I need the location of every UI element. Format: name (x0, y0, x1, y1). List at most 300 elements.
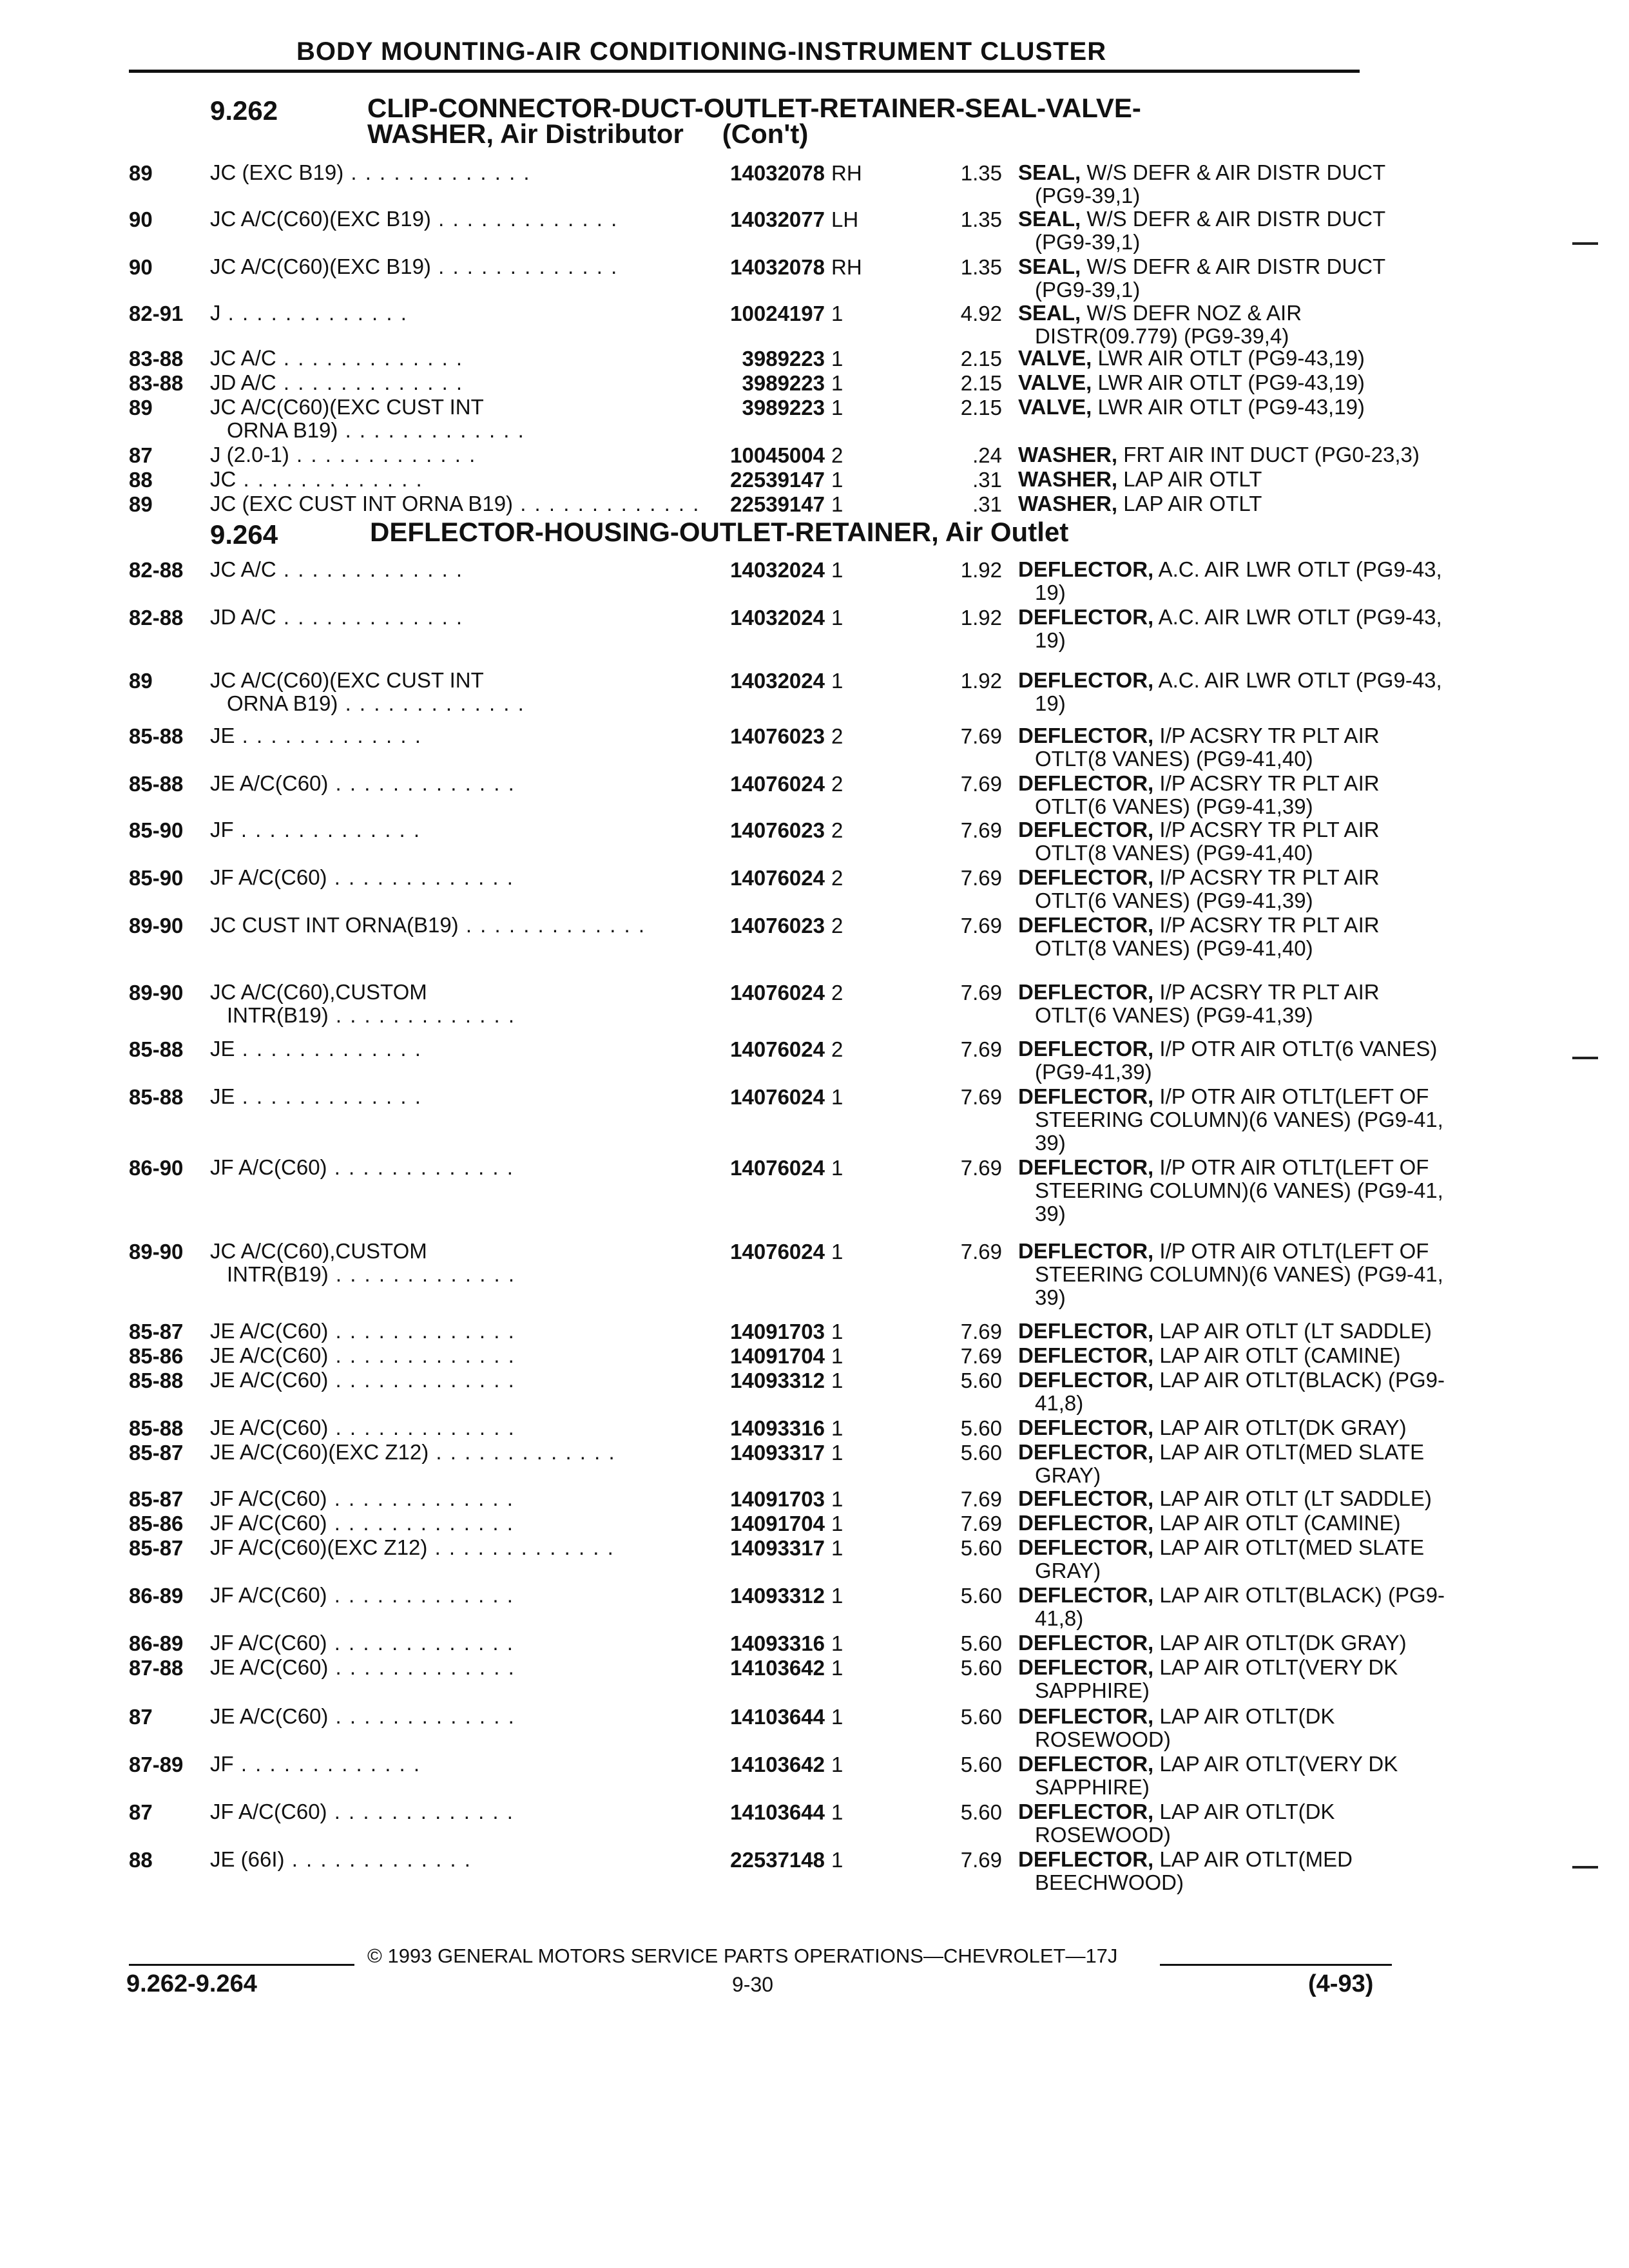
footer-section-range: 9.262-9.264 (126, 1970, 257, 1997)
leader-dots: . . . . . . . . . . . . . (338, 691, 525, 715)
part-number: 14093312 (730, 1369, 825, 1392)
item-detail: LAP AIR OTLT (LT SADDLE) (1159, 1319, 1432, 1343)
leader-dots: . . . . . . . . . . . . . (429, 1440, 616, 1464)
leader-dots: . . . . . . . . . . . . . (327, 1155, 514, 1179)
model-year: 85-86 (129, 1512, 184, 1535)
item-detail: I/P ACSRY TR PLT AIR (1159, 980, 1380, 1004)
part-number: 14093317 (730, 1441, 825, 1465)
model-year: 85-87 (129, 1487, 184, 1511)
model-year: 87 (129, 1800, 153, 1824)
part-number: 14103644 (730, 1800, 825, 1824)
price: 7.69 (960, 724, 1002, 748)
price: 7.69 (960, 914, 1002, 937)
price: 5.60 (960, 1584, 1002, 1608)
item-detail: W/S DEFR & AIR DISTR DUCT (1086, 255, 1386, 278)
part-number: 14032024 (730, 606, 825, 629)
model-year: 85-87 (129, 1536, 184, 1560)
item-description (1018, 347, 1508, 370)
quantity: 1 (831, 371, 843, 395)
model-year: 88 (129, 468, 153, 492)
model-year: 87-88 (129, 1656, 184, 1680)
application-text: JE A/C(C60) (210, 1343, 329, 1367)
item-detail-line2: GRAY) (1035, 1463, 1101, 1487)
part-number: 3989223 (742, 347, 825, 370)
quantity: RH (831, 255, 862, 279)
price: 1.92 (960, 669, 1002, 693)
item-name: SEAL, (1018, 160, 1081, 184)
item-detail-line3: 39) (1035, 1131, 1066, 1155)
item-description (1018, 1631, 1508, 1655)
leader-dots: . . . . . . . . . . . . . (328, 771, 516, 795)
item-detail: LAP AIR OTLT (CAMINE) (1159, 1511, 1401, 1535)
leader-dots: . . . . . . . . . . . . . (220, 301, 408, 325)
footer-page-number: 9-30 (732, 1973, 774, 1996)
item-detail: I/P OTR AIR OTLT(LEFT OF (1159, 1084, 1429, 1108)
item-detail-line2: 19) (1035, 628, 1066, 652)
price: 5.60 (960, 1705, 1002, 1729)
item-description (1018, 1240, 1508, 1309)
leader-dots: . . . . . . . . . . . . . (328, 1655, 516, 1679)
parts-row (129, 1848, 1392, 1893)
item-description (1018, 1848, 1508, 1894)
quantity: 2 (831, 1037, 843, 1061)
model-year: 85-88 (129, 1037, 184, 1061)
price: 2.15 (960, 371, 1002, 395)
item-detail: I/P ACSRY TR PLT AIR (1159, 771, 1380, 795)
item-detail-line2: STEERING COLUMN)(6 VANES) (PG9-41, (1035, 1108, 1443, 1131)
price: 5.60 (960, 1369, 1002, 1392)
quantity: 1 (831, 1848, 843, 1872)
leader-dots: . . . . . . . . . . . . . (233, 818, 421, 841)
price: 5.60 (960, 1631, 1002, 1655)
parts-row (129, 1239, 1443, 1309)
item-name: DEFLECTOR, (1018, 865, 1154, 889)
page-header: BODY MOUNTING-AIR CONDITIONING-INSTRUMENT CLUSTER (296, 37, 1107, 66)
item-detail-line2: STEERING COLUMN)(6 VANES) (PG9-41, (1035, 1262, 1443, 1286)
application-text: JC A/C(C60)(EXC CUST INT (210, 395, 484, 419)
application-text: JE (210, 1037, 235, 1061)
price: 5.60 (960, 1800, 1002, 1824)
part-number: 14032078 (730, 255, 825, 279)
price: 1.35 (960, 255, 1002, 279)
section-number: 9.264 (210, 519, 278, 550)
parts-row (129, 557, 1442, 604)
part-number: 22539147 (730, 468, 825, 492)
application-text: JF A/C(C60) (210, 1511, 327, 1535)
item-detail-line2: OTLT(8 VANES) (PG9-41,40) (1035, 747, 1313, 771)
item-detail: A.C. AIR LWR OTLT (PG9-43, (1158, 605, 1442, 629)
application-text-line2: INTR(B19) . . . . . . . . . . . . . (227, 1003, 516, 1027)
price: 7.69 (960, 772, 1002, 796)
quantity: 1 (831, 492, 843, 516)
application-text: JE A/C(C60) (210, 1655, 329, 1679)
quantity: 1 (831, 1536, 843, 1560)
item-name: DEFLECTOR, (1018, 1583, 1154, 1607)
quantity: 1 (831, 1441, 843, 1465)
price: 7.69 (960, 1320, 1002, 1343)
model-year: 86-90 (129, 1156, 184, 1180)
item-detail-line2: ROSEWOOD) (1035, 1823, 1171, 1847)
item-name: DEFLECTOR, (1018, 724, 1154, 747)
item-detail-line2: OTLT(6 VANES) (PG9-41,39) (1035, 889, 1313, 912)
model-year: 86-89 (129, 1584, 184, 1608)
item-name: DEFLECTOR, (1018, 1704, 1154, 1728)
parts-row (129, 866, 1392, 911)
part-number: 14103644 (730, 1705, 825, 1729)
price: 1.35 (960, 161, 1002, 185)
item-name: DEFLECTOR, (1018, 605, 1154, 629)
part-number: 14076024 (730, 1037, 825, 1061)
price: 7.69 (960, 1344, 1002, 1368)
price: 4.92 (960, 302, 1002, 325)
quantity: 2 (831, 724, 843, 748)
section-number: 9.262 (210, 95, 278, 126)
item-detail-line3: 39) (1035, 1285, 1066, 1309)
item-detail: I/P OTR AIR OTLT(LEFT OF (1159, 1155, 1429, 1179)
leader-dots: . . . . . . . . . . . . . (327, 1583, 514, 1607)
item-detail: I/P ACSRY TR PLT AIR (1159, 818, 1380, 841)
item-description (1018, 1416, 1508, 1439)
item-description (1018, 1800, 1508, 1847)
parts-row (129, 1440, 1425, 1487)
item-detail-line2: OTLT(6 VANES) (PG9-41,39) (1035, 1003, 1313, 1027)
model-year: 85-88 (129, 724, 184, 748)
section-title-suffix: (Con't) (722, 119, 809, 149)
model-year: 89 (129, 396, 153, 419)
item-name: DEFLECTOR, (1018, 1343, 1154, 1367)
part-number: 14091704 (730, 1344, 825, 1368)
item-detail: LAP AIR OTLT (CAMINE) (1159, 1343, 1401, 1367)
footer-rule-left (129, 1964, 354, 1966)
leader-dots: . . . . . . . . . . . . . (343, 160, 531, 184)
price: 7.69 (960, 866, 1002, 890)
item-name: DEFLECTOR, (1018, 557, 1154, 581)
item-description (1018, 558, 1508, 604)
quantity: 1 (831, 1369, 843, 1392)
item-description (1018, 1536, 1508, 1582)
item-detail: LAP AIR OTLT(DK GRAY) (1159, 1416, 1407, 1439)
price: 5.60 (960, 1753, 1002, 1776)
application-text: JC A/C(C60),CUSTOM (210, 980, 427, 1004)
item-detail-line2: BEECHWOOD) (1035, 1870, 1184, 1894)
application-text: JC CUST INT ORNA(B19) (210, 913, 459, 937)
price: 5.60 (960, 1656, 1002, 1680)
item-detail: LAP AIR OTLT (1123, 467, 1262, 491)
model-year: 87 (129, 1705, 153, 1729)
quantity: 1 (831, 1156, 843, 1180)
quantity: 1 (831, 1800, 843, 1824)
model-year: 82-88 (129, 558, 184, 582)
quantity: 1 (831, 1416, 843, 1440)
price: 5.60 (960, 1441, 1002, 1465)
section-title-line2: WASHER, Air Distributor (367, 119, 684, 149)
item-description (1018, 1512, 1508, 1535)
parts-row (129, 818, 1392, 863)
price: 1.92 (960, 606, 1002, 629)
item-description (1018, 981, 1508, 1027)
item-name: DEFLECTOR, (1018, 1800, 1154, 1823)
item-description (1018, 1037, 1508, 1084)
item-detail-line2: 19) (1035, 691, 1066, 715)
part-number: 14093316 (730, 1416, 825, 1440)
part-number: 3989223 (742, 371, 825, 395)
leader-dots: . . . . . . . . . . . . . (327, 1631, 514, 1655)
item-detail: I/P OTR AIR OTLT(6 VANES) (1159, 1037, 1438, 1061)
quantity: 1 (831, 302, 843, 325)
item-description (1018, 396, 1508, 419)
item-description (1018, 1085, 1508, 1155)
model-year: 90 (129, 255, 153, 279)
parts-row (129, 1655, 1398, 1702)
quantity: 1 (831, 1240, 843, 1264)
application-text: JC A/C(C60)(EXC B19) (210, 255, 431, 278)
part-number: 14091703 (730, 1320, 825, 1343)
item-detail: LAP AIR OTLT(VERY DK (1159, 1752, 1398, 1776)
item-detail: LAP AIR OTLT(MED SLATE (1159, 1440, 1425, 1464)
item-detail-line2: GRAY) (1035, 1559, 1101, 1582)
application-text: JC A/C(C60)(EXC CUST INT (210, 668, 484, 692)
price: 7.69 (960, 1156, 1002, 1180)
item-description (1018, 1369, 1508, 1415)
quantity: 1 (831, 1085, 843, 1109)
model-year: 85-90 (129, 866, 184, 890)
parts-row (129, 772, 1392, 817)
margin-mark (1572, 1057, 1598, 1059)
item-name: DEFLECTOR, (1018, 1037, 1154, 1061)
application-text: JF A/C(C60) (210, 1583, 327, 1607)
item-name: WASHER, (1018, 443, 1118, 466)
model-year: 85-87 (129, 1320, 184, 1343)
item-detail: I/P ACSRY TR PLT AIR (1159, 865, 1380, 889)
item-detail: I/P ACSRY TR PLT AIR (1159, 913, 1380, 937)
leader-dots: . . . . . . . . . . . . . (233, 1752, 421, 1776)
item-description (1018, 606, 1508, 652)
item-detail-line3: 39) (1035, 1202, 1066, 1225)
price: 5.60 (960, 1536, 1002, 1560)
leader-dots: . . . . . . . . . . . . . (235, 1037, 422, 1061)
application-text-line2: INTR(B19) . . . . . . . . . . . . . (227, 1262, 516, 1286)
item-detail-line2: OTLT(8 VANES) (PG9-41,40) (1035, 936, 1313, 960)
parts-row (129, 1800, 1392, 1845)
item-name: DEFLECTOR, (1018, 1535, 1154, 1559)
leader-dots: . . . . . . . . . . . . . (235, 724, 422, 747)
item-detail: LAP AIR OTLT(DK (1159, 1800, 1335, 1823)
parts-row (129, 668, 1442, 715)
application-text: JE A/C(C60)(EXC Z12) (210, 1440, 429, 1464)
parts-row (129, 1084, 1443, 1155)
item-description (1018, 468, 1508, 491)
quantity: RH (831, 161, 862, 185)
price: 7.69 (960, 1037, 1002, 1061)
item-detail-line2: (PG9-41,39) (1035, 1060, 1152, 1084)
footer-date: (4-93) (1308, 1970, 1374, 1997)
leader-dots: . . . . . . . . . . . . . (327, 1800, 514, 1823)
part-number: 14091703 (730, 1487, 825, 1511)
model-year: 86-89 (129, 1631, 184, 1655)
item-name: DEFLECTOR, (1018, 1847, 1154, 1871)
part-number: 14076023 (730, 724, 825, 748)
item-name: SEAL, (1018, 207, 1081, 231)
application-text: JE (66I) (210, 1847, 285, 1871)
part-number: 14076024 (730, 1085, 825, 1109)
price: 1.35 (960, 207, 1002, 231)
model-year: 85-86 (129, 1344, 184, 1368)
footer-rule-right (1160, 1964, 1392, 1966)
item-detail-line2: 41,8) (1035, 1391, 1084, 1415)
model-year: 89 (129, 669, 153, 693)
item-detail: FRT AIR INT DUCT (PG0-23,3) (1123, 443, 1420, 466)
item-detail-line2: (PG9-39,1) (1035, 230, 1141, 254)
quantity: 1 (831, 468, 843, 492)
item-detail: LAP AIR OTLT(DK (1159, 1704, 1335, 1728)
application-text: J (210, 301, 221, 325)
item-description (1018, 492, 1508, 515)
part-number: 14093312 (730, 1584, 825, 1608)
quantity: 1 (831, 606, 843, 629)
parts-row (129, 605, 1442, 652)
quantity: 1 (831, 558, 843, 582)
item-name: VALVE, (1018, 370, 1092, 394)
item-name: DEFLECTOR, (1018, 818, 1154, 841)
model-year: 85-88 (129, 1085, 184, 1109)
application-text: JE A/C(C60) (210, 1319, 329, 1343)
part-number: 14076024 (730, 1240, 825, 1264)
quantity: 1 (831, 1344, 843, 1368)
model-year: 83-88 (129, 371, 184, 395)
item-description (1018, 866, 1508, 912)
parts-row (129, 207, 1392, 253)
item-name: VALVE, (1018, 395, 1092, 419)
quantity: 2 (831, 818, 843, 842)
part-number: 10045004 (730, 443, 825, 467)
price: 7.69 (960, 818, 1002, 842)
item-name: WASHER, (1018, 467, 1118, 491)
part-number: 22539147 (730, 492, 825, 516)
application-text: J (2.0-1) (210, 443, 289, 466)
leader-dots: . . . . . . . . . . . . . (427, 1535, 615, 1559)
leader-dots: . . . . . . . . . . . . . (328, 1343, 516, 1367)
item-detail: LAP AIR OTLT(MED SLATE (1159, 1535, 1425, 1559)
leader-dots: . . . . . . . . . . . . . (328, 1262, 516, 1286)
item-name: DEFLECTOR, (1018, 1486, 1154, 1510)
leader-dots: . . . . . . . . . . . . . (327, 865, 514, 889)
application-text: JF (210, 818, 234, 841)
model-year: 85-90 (129, 818, 184, 842)
parts-row (129, 1752, 1398, 1799)
price: 7.69 (960, 1512, 1002, 1535)
model-year: 85-88 (129, 772, 184, 796)
item-name: SEAL, (1018, 255, 1081, 278)
model-year: 85-88 (129, 1416, 184, 1440)
leader-dots: . . . . . . . . . . . . . (328, 1003, 516, 1027)
model-year: 87-89 (129, 1753, 184, 1776)
item-name: DEFLECTOR, (1018, 1511, 1154, 1535)
application-text: JC A/C (210, 557, 276, 581)
leader-dots: . . . . . . . . . . . . . (513, 492, 700, 515)
part-number: 14076024 (730, 1156, 825, 1180)
leader-dots: . . . . . . . . . . . . . (328, 1368, 516, 1392)
item-name: DEFLECTOR, (1018, 1319, 1154, 1343)
item-detail-line2: SAPPHIRE) (1035, 1775, 1150, 1799)
item-name: DEFLECTOR, (1018, 1631, 1154, 1655)
quantity: 2 (831, 772, 843, 796)
parts-row (129, 255, 1392, 300)
application-text: JC (EXC CUST INT ORNA B19) (210, 492, 514, 515)
part-number: 10024197 (730, 302, 825, 325)
parts-row (129, 981, 1392, 1026)
item-name: DEFLECTOR, (1018, 1416, 1154, 1439)
application-text: JF A/C(C60) (210, 1800, 327, 1823)
part-number: 14076024 (730, 866, 825, 890)
item-name: DEFLECTOR, (1018, 668, 1154, 692)
leader-dots: . . . . . . . . . . . . . (276, 605, 464, 629)
part-number: 3989223 (742, 396, 825, 419)
model-year: 90 (129, 207, 153, 231)
item-name: VALVE, (1018, 346, 1092, 370)
parts-row (129, 724, 1392, 769)
item-detail: LAP AIR OTLT(VERY DK (1159, 1655, 1398, 1679)
item-detail: W/S DEFR NOZ & AIR (1086, 301, 1302, 325)
item-description (1018, 914, 1508, 960)
price: 7.69 (960, 1240, 1002, 1264)
item-description (1018, 724, 1508, 771)
price: 7.69 (960, 1085, 1002, 1109)
section-title-line1: DEFLECTOR-HOUSING-OUTLET-RETAINER, Air Outlet (370, 517, 1069, 547)
item-detail: I/P OTR AIR OTLT(LEFT OF (1159, 1239, 1429, 1263)
item-detail-line2: 19) (1035, 581, 1066, 604)
item-name: DEFLECTOR, (1018, 1655, 1154, 1679)
item-detail-line2: OTLT(8 VANES) (PG9-41,40) (1035, 841, 1313, 865)
model-year: 88 (129, 1848, 153, 1872)
quantity: 2 (831, 914, 843, 937)
leader-dots: . . . . . . . . . . . . . (235, 1084, 422, 1108)
item-description (1018, 818, 1508, 865)
item-description (1018, 302, 1508, 348)
price: .31 (972, 468, 1002, 492)
application-text: JC A/C(C60),CUSTOM (210, 1239, 427, 1263)
parts-row (129, 1155, 1443, 1225)
leader-dots: . . . . . . . . . . . . . (430, 207, 619, 231)
item-detail-line2: 41,8) (1035, 1606, 1084, 1630)
parts-row (129, 1368, 1445, 1415)
quantity: 1 (831, 1631, 843, 1655)
item-name: DEFLECTOR, (1018, 980, 1154, 1004)
section-title-line1: CLIP-CONNECTOR-DUCT-OUTLET-RETAINER-SEAL-VALVE- (367, 93, 1141, 123)
application-text: JC A/C(C60)(EXC B19) (210, 207, 431, 231)
part-number: 14032077 (730, 207, 825, 231)
leader-dots: . . . . . . . . . . . . . (328, 1319, 516, 1343)
quantity: 1 (831, 1320, 843, 1343)
part-number: 14032078 (730, 161, 825, 185)
item-name: DEFLECTOR, (1018, 1239, 1154, 1263)
leader-dots: . . . . . . . . . . . . . (328, 1416, 516, 1439)
item-name: DEFLECTOR, (1018, 1368, 1154, 1392)
application-text: JF (210, 1752, 234, 1776)
application-text: JF A/C(C60) (210, 865, 327, 889)
price: 7.69 (960, 1848, 1002, 1872)
item-description (1018, 1441, 1508, 1487)
item-detail: W/S DEFR & AIR DISTR DUCT (1086, 207, 1386, 231)
leader-dots: . . . . . . . . . . . . . (236, 467, 423, 491)
application-text-line2: ORNA B19) . . . . . . . . . . . . . (227, 691, 525, 715)
model-year: 89-90 (129, 1240, 184, 1264)
quantity: 1 (831, 1656, 843, 1680)
price: 7.69 (960, 981, 1002, 1004)
quantity: 1 (831, 1584, 843, 1608)
application-text: JC A/C (210, 346, 276, 370)
item-detail: LAP AIR OTLT(BLACK) (PG9- (1159, 1583, 1445, 1607)
leader-dots: . . . . . . . . . . . . . (289, 443, 477, 466)
